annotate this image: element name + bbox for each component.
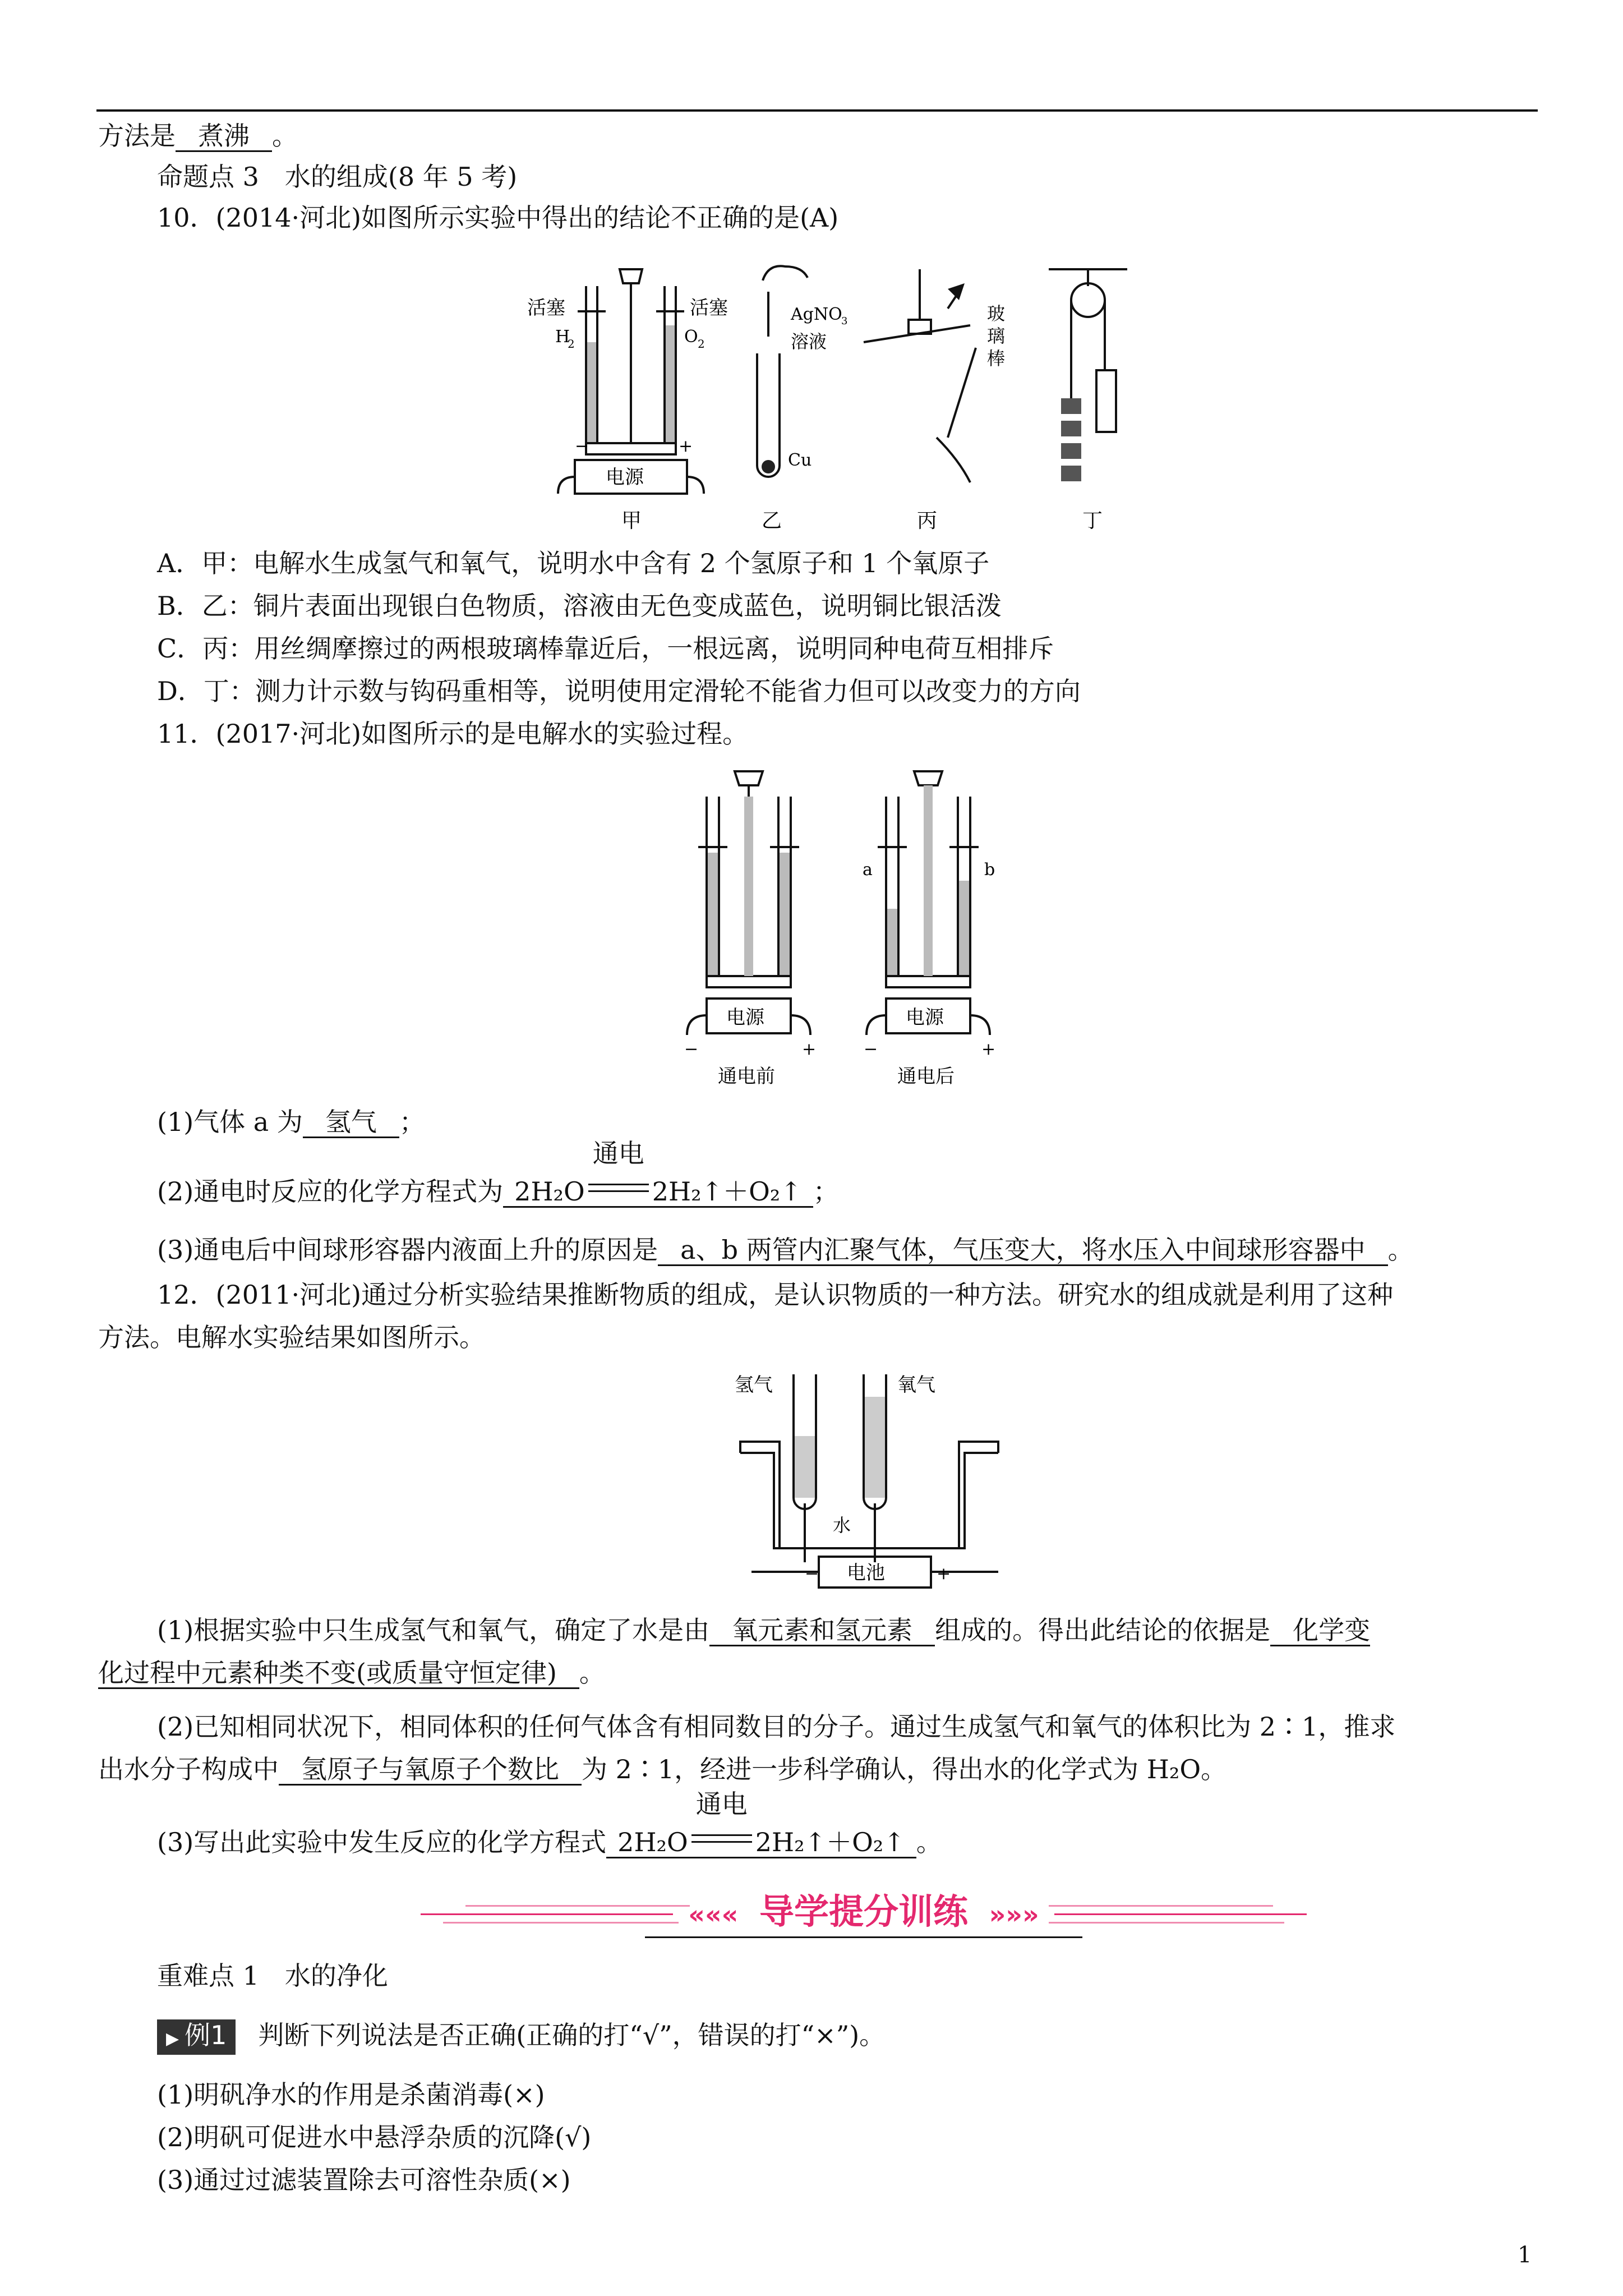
svg-text:氧气: 氧气 — [897, 1374, 935, 1396]
q12-part2-line1: (2)已知相同状况下，相同体积的任何气体含有相同数目的分子。通过生成氢气和氧气的体积比为 2∶1，推求 — [157, 1711, 1396, 1742]
svg-text:b: b — [984, 860, 995, 880]
apparatus-ding — [1049, 269, 1127, 432]
answer-blank: 煮沸 — [176, 121, 272, 152]
q9-tail: 方法是 煮沸 。 — [98, 121, 298, 151]
svg-text:+: + — [937, 1564, 951, 1584]
label-before: 通电前 — [718, 1065, 775, 1088]
q10-figure — [522, 258, 1172, 539]
label-huosai-right: 活塞 — [690, 297, 728, 319]
q10-option-b: B．乙：铜片表面出现银白色物质，溶液由无色变成蓝色，说明铜比银活泼 — [157, 591, 1002, 621]
page-number: 1 — [1518, 2242, 1532, 2268]
q12-part2-line2: 出水分子构成中 氢原子与氧原子个数比 为 2∶1，经进一步科学确认，得出水的化学式为 H₂O。 — [98, 1754, 1227, 1784]
q11-part2: (2)通电时反应的化学方程式为 2H₂O 通电 2H₂↑＋O₂↑ ； — [157, 1138, 839, 1207]
list-item: (1)明矾净水的作用是杀菌消毒(×) — [157, 2079, 545, 2110]
banner-title: 导学提分训练 — [759, 1891, 968, 1932]
label-bing: 丙 — [917, 509, 938, 532]
label-jia: 甲 — [621, 509, 642, 532]
q12-figure — [729, 1363, 1021, 1599]
apparatus-bing — [864, 269, 976, 482]
svg-text:玻: 玻 — [987, 303, 1006, 324]
svg-text:溶液: 溶液 — [791, 331, 827, 352]
q12-part1-line2: 化过程中元素种类不变(或质量守恒定律) 。 — [98, 1658, 605, 1688]
section-title: 命题点 3 水的组成(8 年 5 考) — [157, 162, 518, 192]
apparatus-jia — [558, 269, 704, 494]
q11-part1: (1)气体 a 为 氢气 ； — [157, 1107, 425, 1137]
label-after: 通电后 — [897, 1065, 955, 1088]
svg-text:棒: 棒 — [987, 348, 1006, 369]
q11-figure — [673, 763, 1038, 1099]
q12-part3: (3)写出此实验中发生反应的化学方程式 2H₂O 通电 2H₂↑＋O₂↑ 。 — [157, 1789, 942, 1857]
label-o2: O — [684, 327, 698, 347]
svg-text:电池: 电池 — [847, 1562, 885, 1584]
q12-part1-line1: (1)根据实验中只生成氢气和氧气，确定了水是由 氧元素和氢元素 组成的。得出此结论的依据是 化学变 — [157, 1615, 1371, 1645]
q12-stem-1: 12．(2011·河北)通过分析实验结果推断物质的组成，是认识物质的一种方法。研究水的组成就是利用了这种 — [157, 1280, 1394, 1310]
apparatus-yi — [757, 266, 808, 477]
section-banner — [421, 1888, 1307, 1939]
svg-text:−: − — [805, 1564, 819, 1584]
q10-option-a: A．甲：电解水生成氢气和氧气，说明水中含有 2 个氢原子和 1 个氧原子 — [157, 548, 990, 578]
q12-stem-2: 方法。电解水实验结果如图所示。 — [98, 1322, 485, 1352]
label-yi: 乙 — [762, 509, 782, 532]
q10-option-c: C．丙：用丝绸摩擦过的两根玻璃棒靠近后，一根远离，说明同种电荷互相排斥 — [157, 633, 1054, 664]
svg-text:−: − — [684, 1039, 699, 1059]
svg-text:AgNO: AgNO — [791, 305, 842, 324]
q10-option-d: D．丁：测力计示数与钩码重相等，说明使用定滑轮不能省力但可以改变力的方向 — [157, 676, 1081, 706]
banner-left-mark: ««« — [688, 1899, 739, 1930]
banner-right-mark: »»» — [989, 1899, 1039, 1930]
svg-text:2: 2 — [568, 337, 575, 351]
label-power: 电源 — [606, 466, 644, 489]
svg-text:+: + — [802, 1039, 817, 1059]
svg-text:3: 3 — [841, 315, 848, 327]
q11-stem: 11．(2017·河北)如图所示的是电解水的实验过程。 — [157, 719, 749, 749]
equation-condition: 通电 — [585, 1172, 652, 1206]
q10-stem: 10．(2014·河北)如图所示实验中得出的结论不正确的是(A) — [157, 203, 839, 233]
q11-part3: (3)通电后中间球形容器内液面上升的原因是 a、b 两管内汇聚气体，气压变大，将水压入中间球形容器中 。 — [157, 1235, 1414, 1265]
svg-text:2: 2 — [698, 337, 705, 351]
label-h2: H — [555, 327, 570, 347]
example-tag: ▶ 例1 — [157, 2019, 236, 2055]
svg-text:−: − — [864, 1039, 878, 1059]
svg-text:−: − — [575, 436, 589, 456]
label-ding: 丁 — [1082, 509, 1103, 532]
svg-text:氢气: 氢气 — [735, 1374, 773, 1396]
equation-condition: 通电 — [688, 1823, 755, 1857]
svg-text:+: + — [679, 436, 693, 456]
key-point-title: 重难点 1 水的净化 — [157, 1961, 388, 1991]
play-icon: ▶ — [166, 2029, 179, 2049]
svg-text:电源: 电源 — [906, 1006, 944, 1029]
svg-text:a: a — [863, 860, 873, 880]
svg-text:+: + — [981, 1039, 996, 1059]
svg-text:水: 水 — [833, 1515, 851, 1536]
svg-text:电源: 电源 — [726, 1006, 764, 1029]
example-1: ▶ 例1 判断下列说法是否正确(正确的打“√”，错误的打“×”)。 — [157, 2018, 885, 2055]
list-item: (2)明矾可促进水中悬浮杂质的沉降(√) — [157, 2122, 592, 2152]
top-rule — [96, 109, 1538, 112]
svg-text:璃: 璃 — [987, 325, 1006, 347]
list-item: (3)通过过滤装置除去可溶性杂质(×) — [157, 2165, 571, 2195]
svg-text:Cu: Cu — [788, 450, 812, 470]
label-huosai-left: 活塞 — [527, 297, 565, 319]
